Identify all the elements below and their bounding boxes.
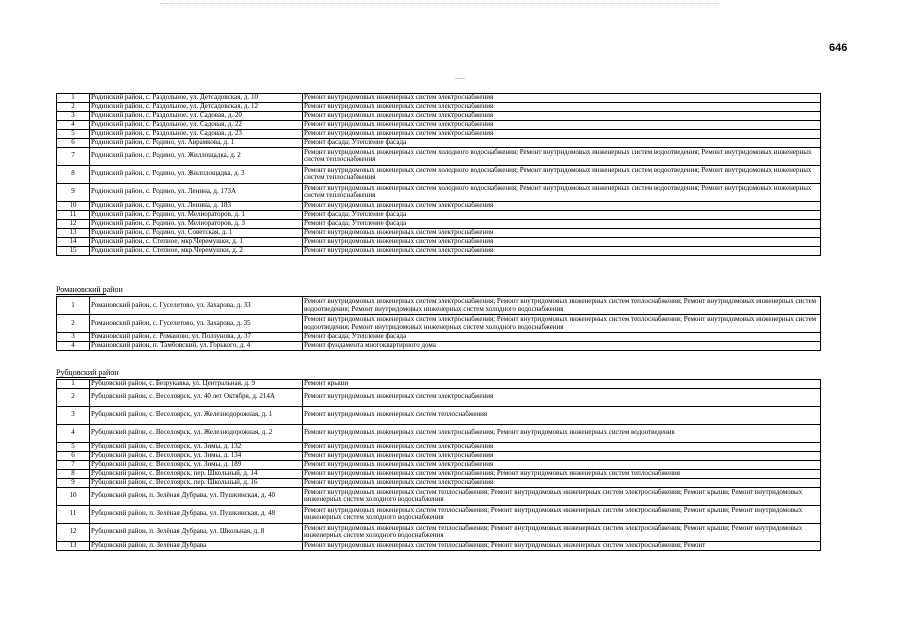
row-number: 2 — [57, 102, 90, 111]
row-number: 13 — [57, 541, 90, 550]
row-number: 7 — [57, 147, 90, 165]
table-row — [57, 237, 821, 246]
table-row — [57, 505, 821, 523]
row-number: 9 — [57, 478, 90, 487]
work-type-cell: Ремонт внутридомовых инженерных систем электроснабжения — [303, 129, 821, 138]
row-number: 13 — [57, 228, 90, 237]
work-type-cell: Ремонт внутридомовых инженерных систем холодного водоснабжения; Ремонт внутридомовых инженерных систем водоотведения; Ремонт внутридомовых инженерных систем теплоснабжения — [303, 147, 821, 165]
table-row — [57, 210, 821, 219]
page-number: 646 — [829, 42, 848, 54]
address-cell: Родинский район, с. Родино, ул. Ленина, д. 173А — [90, 183, 303, 201]
row-number: 4 — [57, 424, 90, 442]
district-title-rubtsovsky: Рубцовский район — [56, 368, 119, 377]
row-number: 10 — [57, 201, 90, 210]
table-row — [57, 315, 821, 333]
work-type-cell: Ремонт внутридомовых инженерных систем теплоснабжения; Ремонт внутридомовых инженерных систем электроснабжения; Ремонт крыши; Ремонт внутридомовых инженерных систем холодного водоснабжения — [303, 487, 821, 505]
address-cell: Родинский район, с. Раздольное, ул. Садовая, д. 23 — [90, 129, 303, 138]
work-type-cell: Ремонт внутридомовых инженерных систем электроснабжения — [303, 94, 821, 103]
address-cell: Романовский район, с. Гуселетово, ул. Захарова, д. 33 — [90, 297, 303, 315]
row-number: 2 — [57, 388, 90, 406]
work-type-cell: Ремонт внутридомовых инженерных систем электроснабжения; Ремонт внутридомовых инженерных систем водоотведения — [303, 424, 821, 442]
table-row — [57, 297, 821, 315]
work-type-cell: Ремонт внутридомовых инженерных систем холодного водоснабжения; Ремонт внутридомовых инженерных систем водоотведения; Ремонт внутридомовых инженерных систем теплоснабжения — [303, 183, 821, 201]
row-number: 1 — [57, 380, 90, 389]
table-row — [57, 442, 821, 451]
address-cell: Рубцовский район, с. Веселоярск, ул. Железнодорожная, д. 1 — [90, 406, 303, 424]
table-row — [57, 333, 821, 342]
work-type-cell: Ремонт внутридомовых инженерных систем электроснабжения; Ремонт внутридомовых инженерных систем теплоснабжения; Ремонт внутридомовых инженерных систем водоотведения; Ремонт внутридомовых инженерных систем холодного водоснабжения — [303, 297, 821, 315]
address-cell: Рубцовский район, п. Зелёная Дубрава, ул. Пушкинская, д. 48 — [90, 505, 303, 523]
work-type-cell: Ремонт внутридомовых инженерных систем электроснабжения — [303, 111, 821, 120]
address-cell: Рубцовский район, с. Веселоярск, пер. Школьный, д. 14 — [90, 469, 303, 478]
work-type-cell: Ремонт внутридомовых инженерных систем теплоснабжения; Ремонт внутридомовых инженерных систем электроснабжения; Ремонт крыши; Ремонт внутридомовых инженерных систем холодного водоснабжения — [303, 505, 821, 523]
work-type-cell: Ремонт внутридомовых инженерных систем электроснабжения — [303, 478, 821, 487]
district-rule — [56, 294, 106, 295]
row-number: 2 — [57, 315, 90, 333]
row-number: 1 — [57, 94, 90, 103]
address-cell: Родинский район, с. Родино, ул. Аврамкова, д. 1 — [90, 138, 303, 147]
scan-top-edge — [160, 3, 720, 5]
row-number: 12 — [57, 523, 90, 541]
address-cell: Рубцовский район, п. Зелёная Дубрава, ул. Пушкинская, д. 40 — [90, 487, 303, 505]
address-cell: Родинский район, с. Раздольное, ул. Садовая, д. 20 — [90, 111, 303, 120]
work-type-cell: Ремонт внутридомовых инженерных систем теплоснабжения; Ремонт внутридомовых инженерных систем электроснабжения; Ремонт — [303, 541, 821, 550]
work-type-cell: Ремонт внутридомовых инженерных систем теплоснабжения; Ремонт внутридомовых инженерных систем электроснабжения; Ремонт крыши; Ремонт внутридомовых инженерных систем холодного водоснабжения — [303, 523, 821, 541]
work-type-cell: Ремонт фасада; Утепление фасада — [303, 219, 821, 228]
table-row — [57, 129, 821, 138]
address-cell: Рубцовский район, с. Веселоярск, ул. Зимы, д. 132 — [90, 442, 303, 451]
work-type-cell: Ремонт внутридомовых инженерных систем электроснабжения — [303, 442, 821, 451]
district-title-romanovsky: Романовский район — [56, 285, 123, 294]
row-number: 3 — [57, 406, 90, 424]
address-cell: Родинский район, с. Раздольное, ул. Детсадовская, д. 10 — [90, 94, 303, 103]
table-rubtsovsky — [56, 379, 821, 551]
address-cell: Родинский район, с. Родино, ул. Жилплощадка, д. 3 — [90, 165, 303, 183]
table-row — [57, 406, 821, 424]
row-number: 3 — [57, 333, 90, 342]
table-row — [57, 147, 821, 165]
row-number: 11 — [57, 210, 90, 219]
address-cell: Рубцовский район, с. Веселоярск, ул. Железнодорожная, д. 2 — [90, 424, 303, 442]
address-cell: Рубцовский район, п. Зелёная Дубрава — [90, 541, 303, 550]
table-row — [57, 120, 821, 129]
table-row — [57, 165, 821, 183]
row-number: 6 — [57, 451, 90, 460]
table-row — [57, 487, 821, 505]
address-cell: Родинский район, с. Степное, мкр.Черемушки, д. 1 — [90, 237, 303, 246]
address-cell: Рубцовский район, с. Веселоярск, пер. Школьный, д. 16 — [90, 478, 303, 487]
address-cell: Рубцовский район, с. Безрукавка, ул. Центральная, д. 9 — [90, 380, 303, 389]
table-row — [57, 460, 821, 469]
work-type-cell: Ремонт внутридомовых инженерных систем электроснабжения; Ремонт внутридомовых инженерных систем теплоснабжения; Ремонт внутридомовых инженерных систем водоотведения; Ремонт внутридомовых инженерных систем холодного водоснабжения — [303, 315, 821, 333]
table-row — [57, 342, 821, 351]
table-row — [57, 138, 821, 147]
address-cell: Родинский район, с. Раздольное, ул. Садовая, д. 22 — [90, 120, 303, 129]
table-row — [57, 380, 821, 389]
address-cell: Романовский район, с. Романово, ул. Ползунова, д. 37 — [90, 333, 303, 342]
work-type-cell: Ремонт внутридомовых инженерных систем холодного водоснабжения; Ремонт внутридомовых инженерных систем водоотведения; Ремонт внутридомовых инженерных систем теплоснабжения — [303, 165, 821, 183]
work-type-cell: Ремонт внутридомовых инженерных систем электроснабжения; Ремонт внутридомовых инженерных систем теплоснабжения — [303, 469, 821, 478]
work-type-cell: Ремонт фундамента многоквартирного дома — [303, 342, 821, 351]
work-type-cell: Ремонт внутридомовых инженерных систем электроснабжения — [303, 237, 821, 246]
work-type-cell: Ремонт внутридомовых инженерных систем электроснабжения — [303, 460, 821, 469]
row-number: 12 — [57, 219, 90, 228]
address-cell: Родинский район, с. Степное, мкр.Черемушки, д. 2 — [90, 246, 303, 255]
address-cell: Романовский район, с. Гуселетово, ул. Захарова, д. 35 — [90, 315, 303, 333]
table-row — [57, 523, 821, 541]
table-row — [57, 246, 821, 255]
work-type-cell: Ремонт внутридомовых инженерных систем электроснабжения — [303, 451, 821, 460]
table-row — [57, 388, 821, 406]
work-type-cell: Ремонт внутридомовых инженерных систем теплоснабжения — [303, 406, 821, 424]
work-type-cell: Ремонт фасада; Утепление фасада — [303, 210, 821, 219]
table-row — [57, 228, 821, 237]
row-number: 8 — [57, 165, 90, 183]
work-type-cell: Ремонт крыши — [303, 380, 821, 389]
row-number: 14 — [57, 237, 90, 246]
work-type-cell: Ремонт фасада; Утепление фасада — [303, 138, 821, 147]
address-cell: Рубцовский район, п. Зелёная Дубрава, ул. Школьная, д. 8 — [90, 523, 303, 541]
table-row — [57, 102, 821, 111]
row-number: 11 — [57, 505, 90, 523]
work-type-cell: Ремонт внутридомовых инженерных систем электроснабжения — [303, 120, 821, 129]
table-romanovsky — [56, 296, 821, 351]
row-number: 4 — [57, 342, 90, 351]
table-row — [57, 424, 821, 442]
address-cell: Романовский район, п. Тамбовский, ул. Горького, д. 4 — [90, 342, 303, 351]
work-type-cell: Ремонт внутридомовых инженерных систем электроснабжения — [303, 102, 821, 111]
work-type-cell: Ремонт внутридомовых инженерных систем электроснабжения — [303, 388, 821, 406]
table-row — [57, 541, 821, 550]
row-number: 9 — [57, 183, 90, 201]
table-row — [57, 219, 821, 228]
work-type-cell: Ремонт внутридомовых инженерных систем электроснабжения — [303, 201, 821, 210]
address-cell: Рубцовский район, с. Веселоярск, ул. Зимы, д. 189 — [90, 460, 303, 469]
row-number: 1 — [57, 297, 90, 315]
row-number: 15 — [57, 246, 90, 255]
address-cell: Родинский район, с. Раздольное, ул. Детсадовская, д. 12 — [90, 102, 303, 111]
row-number: 3 — [57, 111, 90, 120]
address-cell: Родинский район, с. Родино, ул. Мелиораторов, д. 3 — [90, 219, 303, 228]
table-row — [57, 183, 821, 201]
table-rodinsky — [56, 93, 821, 256]
table-row — [57, 201, 821, 210]
address-cell: Родинский район, с. Родино, ул. Жиллощадка, д. 2 — [90, 147, 303, 165]
row-number: 8 — [57, 469, 90, 478]
work-type-cell: Ремонт внутридомовых инженерных систем электроснабжения — [303, 228, 821, 237]
row-number: 4 — [57, 120, 90, 129]
table-row — [57, 469, 821, 478]
row-number: 6 — [57, 138, 90, 147]
work-type-cell: Ремонт внутридомовых инженерных систем электроснабжения — [303, 246, 821, 255]
table-row — [57, 111, 821, 120]
table-row — [57, 478, 821, 487]
table-row — [57, 94, 821, 103]
address-cell: Рубцовский район, с. Веселоярск, ул. 40 лет Октября, д. 214А — [90, 388, 303, 406]
work-type-cell: Ремонт фасада; Утепление фасада — [303, 333, 821, 342]
row-number: 5 — [57, 442, 90, 451]
row-number: 5 — [57, 129, 90, 138]
row-number: 7 — [57, 460, 90, 469]
row-number: 10 — [57, 487, 90, 505]
address-cell: Рубцовский район, с. Веселоярск, ул. Зимы, д. 134 — [90, 451, 303, 460]
address-cell: Родинский район, с. Родино, ул. Ленина, д. 183 — [90, 201, 303, 210]
scan-mark — [455, 78, 465, 79]
address-cell: Родинский район, с. Родино, ул. Советская, д. 1 — [90, 228, 303, 237]
table-row — [57, 451, 821, 460]
district-rule — [56, 377, 106, 378]
address-cell: Родинский район, с. Родино, ул. Мелиораторов, д. 1 — [90, 210, 303, 219]
